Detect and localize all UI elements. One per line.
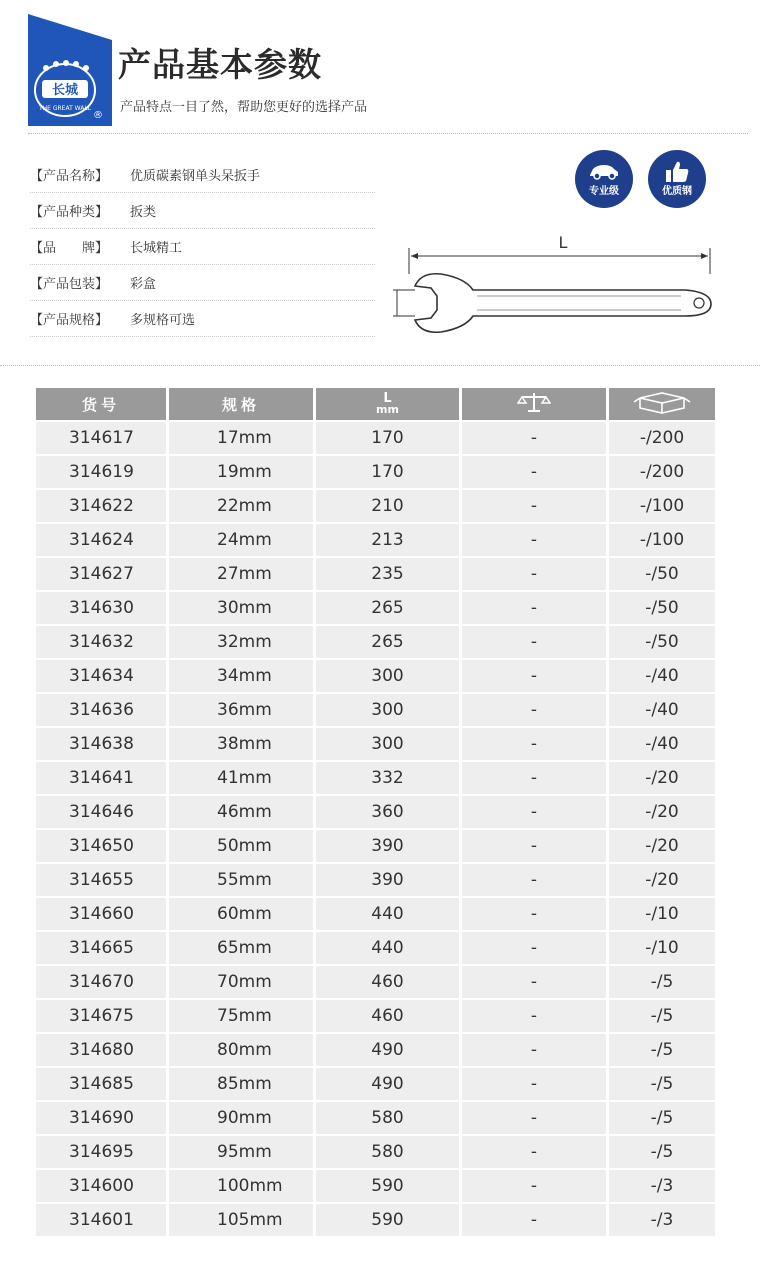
cell-c5: -/40: [609, 694, 715, 726]
cell-spec: 105mm: [169, 1204, 313, 1236]
spec-table: [33, 386, 718, 1238]
cell-spec: 24mm: [169, 524, 313, 556]
table-row: [36, 694, 715, 726]
table-row: [36, 490, 715, 522]
cell-code: 314675: [36, 1000, 166, 1032]
cell-spec: 50mm: [169, 830, 313, 862]
cell-code: 314632: [36, 626, 166, 658]
cell-spec: 17mm: [169, 422, 313, 454]
table-row: [36, 660, 715, 692]
cell-c4: -: [462, 1000, 606, 1032]
cell-length: 440: [316, 898, 459, 930]
info-label: 【产品规格】: [30, 313, 109, 328]
cell-length: 170: [316, 422, 459, 454]
cell-spec: 36mm: [169, 694, 313, 726]
cell-length: 170: [316, 456, 459, 488]
cell-spec: 90mm: [169, 1102, 313, 1134]
cell-c5: -/5: [609, 1136, 715, 1168]
cell-length: 490: [316, 1068, 459, 1100]
cell-length: 390: [316, 864, 459, 896]
header-divider: [28, 133, 748, 134]
cell-spec: 60mm: [169, 898, 313, 930]
cell-length: 300: [316, 660, 459, 692]
cell-code: 314600: [36, 1170, 166, 1202]
cell-c4: -: [462, 796, 606, 828]
cell-spec: 19mm: [169, 456, 313, 488]
info-row-category: [30, 193, 375, 229]
cell-code: 314685: [36, 1068, 166, 1100]
info-value: 扳类: [130, 205, 157, 220]
cell-spec: 80mm: [169, 1034, 313, 1066]
table-row: [36, 626, 715, 658]
info-row-name: [30, 157, 375, 193]
cell-length: 300: [316, 728, 459, 760]
cell-spec: 27mm: [169, 558, 313, 590]
cell-c5: -/20: [609, 830, 715, 862]
cell-c5: -/20: [609, 796, 715, 828]
section-divider: [0, 365, 760, 366]
info-value: 长城精工: [130, 241, 183, 256]
cell-c4: -: [462, 864, 606, 896]
info-row-packaging: [30, 265, 375, 301]
cell-c5: -/10: [609, 932, 715, 964]
info-label: 【产品包装】: [30, 277, 109, 292]
cell-code: 314638: [36, 728, 166, 760]
cell-spec: 85mm: [169, 1068, 313, 1100]
col-header-package: [609, 388, 715, 420]
table-row: [36, 456, 715, 488]
cell-spec: 41mm: [169, 762, 313, 794]
cell-c5: -/200: [609, 422, 715, 454]
table-header-row: [36, 388, 715, 420]
table-row: [36, 796, 715, 828]
cell-code: 314627: [36, 558, 166, 590]
logo-text-en: THE GREAT WALL: [38, 105, 92, 112]
cell-length: 580: [316, 1136, 459, 1168]
cell-c4: -: [462, 694, 606, 726]
cell-c4: -: [462, 558, 606, 590]
cell-c5: -/5: [609, 1102, 715, 1134]
cell-c5: -/3: [609, 1204, 715, 1236]
cell-spec: 95mm: [169, 1136, 313, 1168]
cell-spec: 32mm: [169, 626, 313, 658]
cell-code: 314630: [36, 592, 166, 624]
table-row: [36, 558, 715, 590]
cell-c4: -: [462, 592, 606, 624]
cell-length: 235: [316, 558, 459, 590]
cell-c4: -: [462, 626, 606, 658]
info-row-spec: [30, 301, 375, 337]
balance-scale-icon: [517, 390, 551, 414]
table-row: [36, 1034, 715, 1066]
cell-code: 314622: [36, 490, 166, 522]
cell-spec: 100mm: [169, 1170, 313, 1202]
table-row: [36, 830, 715, 862]
cell-length: 580: [316, 1102, 459, 1134]
cell-c4: -: [462, 1102, 606, 1134]
cell-length: 490: [316, 1034, 459, 1066]
length-header-unit: mm: [376, 403, 399, 416]
cell-c4: -: [462, 966, 606, 998]
table-row: [36, 1204, 715, 1236]
table-row: [36, 1000, 715, 1032]
cell-code: 314634: [36, 660, 166, 692]
cell-length: 265: [316, 626, 459, 658]
cell-code: 314619: [36, 456, 166, 488]
cell-length: 440: [316, 932, 459, 964]
cell-spec: 55mm: [169, 864, 313, 896]
table-row: [36, 422, 715, 454]
cell-c5: -/50: [609, 592, 715, 624]
info-value: 多规格可选: [130, 313, 196, 328]
table-body: [36, 422, 715, 1236]
cell-length: 300: [316, 694, 459, 726]
cell-code: 314695: [36, 1136, 166, 1168]
cell-spec: 46mm: [169, 796, 313, 828]
cell-c4: -: [462, 660, 606, 692]
cell-spec: 75mm: [169, 1000, 313, 1032]
cell-c4: -: [462, 1034, 606, 1066]
cell-spec: 30mm: [169, 592, 313, 624]
cell-c5: -/20: [609, 864, 715, 896]
info-row-brand: [30, 229, 375, 265]
table-row: [36, 932, 715, 964]
table-row: [36, 1102, 715, 1134]
product-info-list: [30, 157, 375, 337]
cell-length: 590: [316, 1204, 459, 1236]
info-label: 【产品种类】: [30, 205, 109, 220]
dimension-label: L: [558, 233, 568, 252]
logo-text-cn: 长城: [51, 83, 79, 98]
car-icon: [588, 160, 620, 182]
table-row: [36, 864, 715, 896]
badge-label: 专业级: [589, 186, 619, 197]
cell-c4: -: [462, 1170, 606, 1202]
cell-c4: -: [462, 1204, 606, 1236]
info-value: 优质碳素钢单头呆扳手: [130, 169, 261, 184]
table-row: [36, 898, 715, 930]
cell-spec: 65mm: [169, 932, 313, 964]
length-header-label: L: [383, 391, 392, 406]
cell-c5: -/200: [609, 456, 715, 488]
table-row: [36, 966, 715, 998]
col-header-weight: [462, 388, 606, 420]
cell-c4: -: [462, 898, 606, 930]
col-header-code: 货号: [36, 388, 166, 420]
cell-code: 314641: [36, 762, 166, 794]
cell-spec: 70mm: [169, 966, 313, 998]
table-row: [36, 1170, 715, 1202]
cell-c5: -/50: [609, 558, 715, 590]
cell-length: 265: [316, 592, 459, 624]
table-row: [36, 728, 715, 760]
badge-label: 优质钢: [662, 186, 692, 197]
cell-code: 314601: [36, 1204, 166, 1236]
cell-c5: -/40: [609, 728, 715, 760]
cell-c4: -: [462, 1068, 606, 1100]
cell-c5: -/100: [609, 524, 715, 556]
brand-logo: [28, 14, 112, 126]
table-row: [36, 524, 715, 556]
cell-length: 460: [316, 966, 459, 998]
cell-length: 210: [316, 490, 459, 522]
cell-length: 390: [316, 830, 459, 862]
cell-c5: -/5: [609, 1068, 715, 1100]
cell-c5: -/10: [609, 898, 715, 930]
cell-c4: -: [462, 490, 606, 522]
cell-code: 314665: [36, 932, 166, 964]
cell-code: 314646: [36, 796, 166, 828]
cell-c4: -: [462, 932, 606, 964]
cell-spec: 22mm: [169, 490, 313, 522]
table-row: [36, 592, 715, 624]
info-value: 彩盒: [130, 277, 157, 292]
table-row: [36, 1136, 715, 1168]
cell-code: 314650: [36, 830, 166, 862]
info-label: 【品 牌】: [30, 241, 109, 256]
box-icon: [632, 390, 692, 414]
cell-code: 314636: [36, 694, 166, 726]
logo-registered-mark: ®: [93, 110, 103, 121]
cell-c4: -: [462, 456, 606, 488]
cell-c4: -: [462, 762, 606, 794]
cell-length: 460: [316, 1000, 459, 1032]
cell-c5: -/3: [609, 1170, 715, 1202]
cell-length: 360: [316, 796, 459, 828]
cell-length: 213: [316, 524, 459, 556]
info-label: 【产品名称】: [30, 169, 109, 184]
page-subtitle: 产品特点一目了然，帮助您更好的选择产品: [120, 100, 368, 115]
cell-c5: -/5: [609, 966, 715, 998]
cell-c5: -/5: [609, 1000, 715, 1032]
cell-code: 314660: [36, 898, 166, 930]
cell-code: 314617: [36, 422, 166, 454]
cell-c5: -/20: [609, 762, 715, 794]
cell-code: 314655: [36, 864, 166, 896]
cell-code: 314680: [36, 1034, 166, 1066]
cell-c4: -: [462, 1136, 606, 1168]
cell-c4: -: [462, 422, 606, 454]
cell-code: 314624: [36, 524, 166, 556]
cell-c4: -: [462, 524, 606, 556]
col-header-length: [316, 388, 459, 420]
page-title: 产品基本参数: [118, 45, 322, 84]
badge-professional: [575, 150, 633, 208]
cell-c5: -/5: [609, 1034, 715, 1066]
cell-c5: -/40: [609, 660, 715, 692]
cell-spec: 38mm: [169, 728, 313, 760]
cell-length: 332: [316, 762, 459, 794]
cell-length: 590: [316, 1170, 459, 1202]
cell-c4: -: [462, 830, 606, 862]
table-row: [36, 762, 715, 794]
cell-code: 314690: [36, 1102, 166, 1134]
thumbs-up-icon: [661, 160, 693, 184]
cell-c5: -/50: [609, 626, 715, 658]
table-row: [36, 1068, 715, 1100]
wrench-diagram: [385, 228, 725, 338]
cell-c5: -/100: [609, 490, 715, 522]
col-header-spec: 规格: [169, 388, 313, 420]
badge-quality-steel: [648, 150, 706, 208]
cell-spec: 34mm: [169, 660, 313, 692]
cell-c4: -: [462, 728, 606, 760]
cell-code: 314670: [36, 966, 166, 998]
